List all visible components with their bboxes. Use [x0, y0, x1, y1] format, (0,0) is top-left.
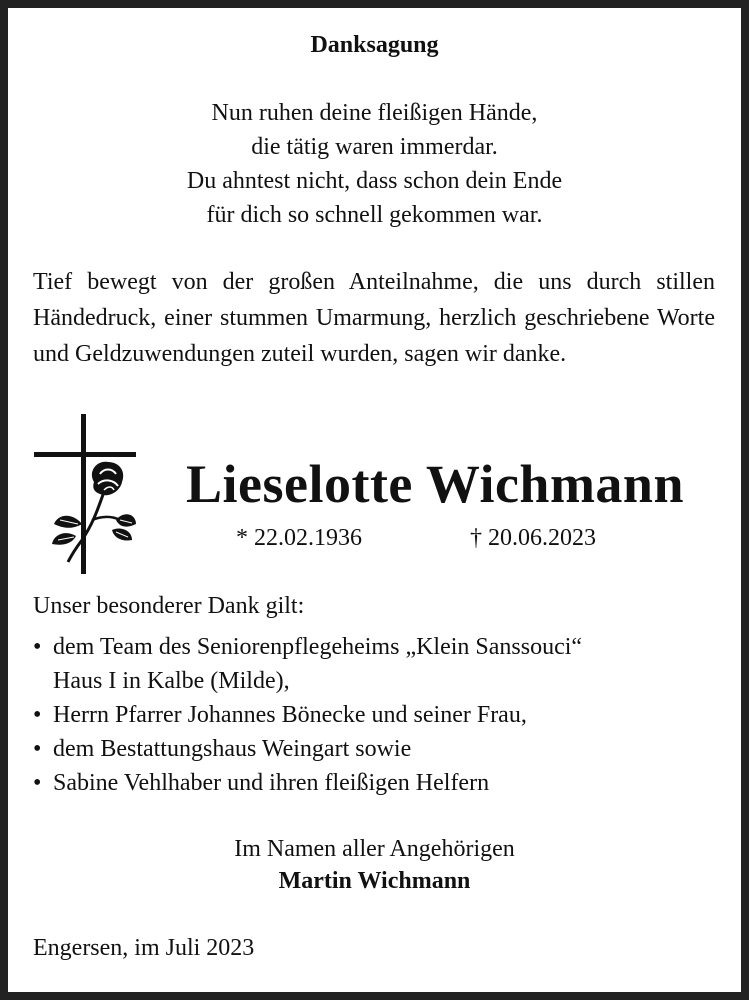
bullet: • [33, 770, 42, 796]
list-item-text: Herrn Pfarrer Johannes Bönecke und seiner Frau, [53, 702, 527, 728]
poem-line: die tätig waren immerdar. [251, 134, 498, 160]
bullet: • [33, 736, 42, 762]
intro-paragraph: Tief bewegt von der großen Anteilnahme, die uns durch stillen Händedruck, einer stummen Umarmung, herzlich geschriebene Worte und Geldzuwendungen zuteil wurden, sagen wir danke. [33, 269, 715, 367]
poem-line: Nun ruhen deine fleißigen Hände, [211, 100, 538, 126]
thanks-list [33, 630, 723, 800]
list-item [33, 732, 723, 766]
bullet: • [33, 702, 42, 728]
list-item [33, 630, 723, 698]
bullet: • [33, 634, 42, 660]
place-and-date: Engersen, im Juli 2023 [33, 935, 255, 961]
list-item-text: dem Team des Seniorenpflegeheims „Klein Sanssouci“ [53, 634, 583, 660]
deceased-name: Lieselotte Wichmann [185, 454, 684, 514]
poem-line: Du ahntest nicht, dass schon dein Ende [186, 168, 563, 194]
list-item [33, 766, 723, 800]
notice-heading: Danksagung [310, 32, 439, 58]
closing-line: Im Namen aller Angehörigen [234, 836, 515, 862]
death-date: † 20.06.2023 [470, 525, 596, 551]
cross-with-rose-icon [32, 412, 138, 578]
poem-line: für dich so schnell gekommen war. [206, 202, 543, 228]
signer-name: Martin Wichmann [278, 868, 471, 894]
thanks-intro: Unser besonderer Dank gilt: [33, 593, 305, 619]
birth-date: * 22.02.1936 [236, 525, 362, 551]
list-item-text: dem Bestattungshaus Weingart sowie [53, 736, 412, 762]
poem [0, 96, 749, 232]
list-item-text: Haus I in Kalbe (Milde), [53, 668, 290, 694]
list-item [33, 698, 723, 732]
list-item-text: Sabine Vehlhaber und ihren fleißigen Helfern [53, 770, 490, 796]
